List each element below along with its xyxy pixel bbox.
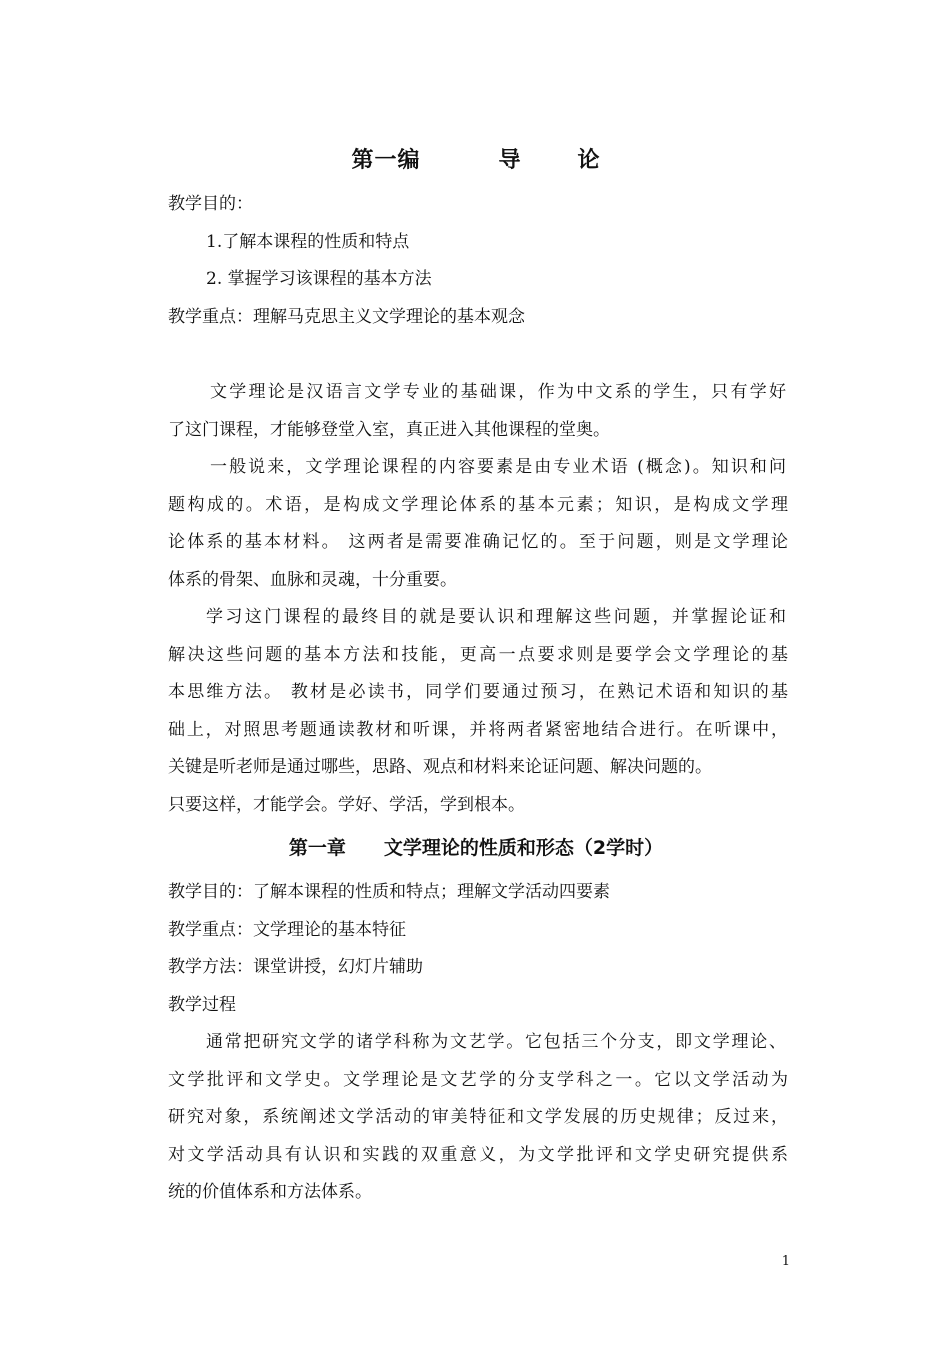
intro-aim-1: 1.了解本课程的性质和特点 (206, 232, 410, 252)
part-title (0, 147, 952, 175)
chapter-method: 教学方法：课堂讲授，幻灯片辅助 (168, 957, 423, 977)
p4-line-1: 通常把研究文学的诸学科称为文艺学。它包括三个分支，即文学理论、 (206, 1032, 786, 1052)
p3-line-1: 学习这门课程的最终目的就是要认识和理解这些问题，并掌握论证和 (206, 607, 786, 627)
part-title-word-1: 导 (498, 148, 522, 173)
p4-line-4: 对文学活动具有认识和实践的双重意义，为文学批评和文学史研究提供系 (168, 1145, 788, 1165)
p2-line-2: 题构成的。术语，是构成文学理论体系的基本元素；知识，是构成文学理 (168, 495, 788, 515)
p1-line-2: 了这门课程，才能够登堂入室，真正进入其他课程的堂奥。 (168, 420, 610, 440)
part-title-part: 第一编 (351, 148, 421, 173)
p1-line-1: 文学理论是汉语言文学专业的基础课，作为中文系的学生，只有学好 (210, 382, 786, 402)
p4-line-5: 统的价值体系和方法体系。 (168, 1182, 372, 1202)
chapter-focus: 教学重点：文学理论的基本特征 (168, 920, 406, 940)
p2-line-3: 论体系的基本材料。 这两者是需要准确记忆的。至于问题，则是文学理论 (168, 532, 788, 552)
chapter-process: 教学过程 (168, 995, 236, 1015)
chapter-title (0, 836, 952, 860)
intro-aim-2: 2. 掌握学习该课程的基本方法 (206, 269, 432, 289)
p3-line-2: 解决这些问题的基本方法和技能，更高一点要求则是要学会文学理论的基 (168, 645, 788, 665)
chapter-name: 文学理论的性质和形态（2学时） (383, 837, 664, 859)
p3-line-3: 本思维方法。 教材是必读书，同学们要通过预习，在熟记术语和知识的基 (168, 682, 788, 702)
chapter-number: 第一章 (288, 837, 346, 859)
p4-line-3: 研究对象，系统阐述文学活动的审美特征和文学发展的历史规律；反过来， (168, 1107, 788, 1127)
p3-line-6: 只要这样，才能学会。学好、学活，学到根本。 (168, 795, 525, 815)
page-number: 1 (781, 1254, 790, 1269)
intro-focus: 教学重点：理解马克思主义文学理论的基本观念 (168, 307, 525, 327)
part-title-word-2: 论 (577, 148, 601, 173)
p2-line-1: 一般说来，文学理论课程的内容要素是由专业术语 (概念)。知识和问 (210, 457, 786, 477)
p2-line-4: 体系的骨架、血脉和灵魂，十分重要。 (168, 570, 457, 590)
p3-line-4: 础上，对照思考题通读教材和听课，并将两者紧密地结合进行。在听课中， (168, 720, 788, 740)
p3-line-5: 关键是听老师是通过哪些，思路、观点和材料来论证问题、解决问题的。 (168, 757, 712, 777)
chapter-aims: 教学目的：了解本课程的性质和特点；理解文学活动四要素 (168, 882, 610, 902)
p4-line-2: 文学批评和文学史。文学理论是文艺学的分支学科之一。它以文学活动为 (168, 1070, 788, 1090)
intro-aims-label: 教学目的： (168, 194, 253, 214)
